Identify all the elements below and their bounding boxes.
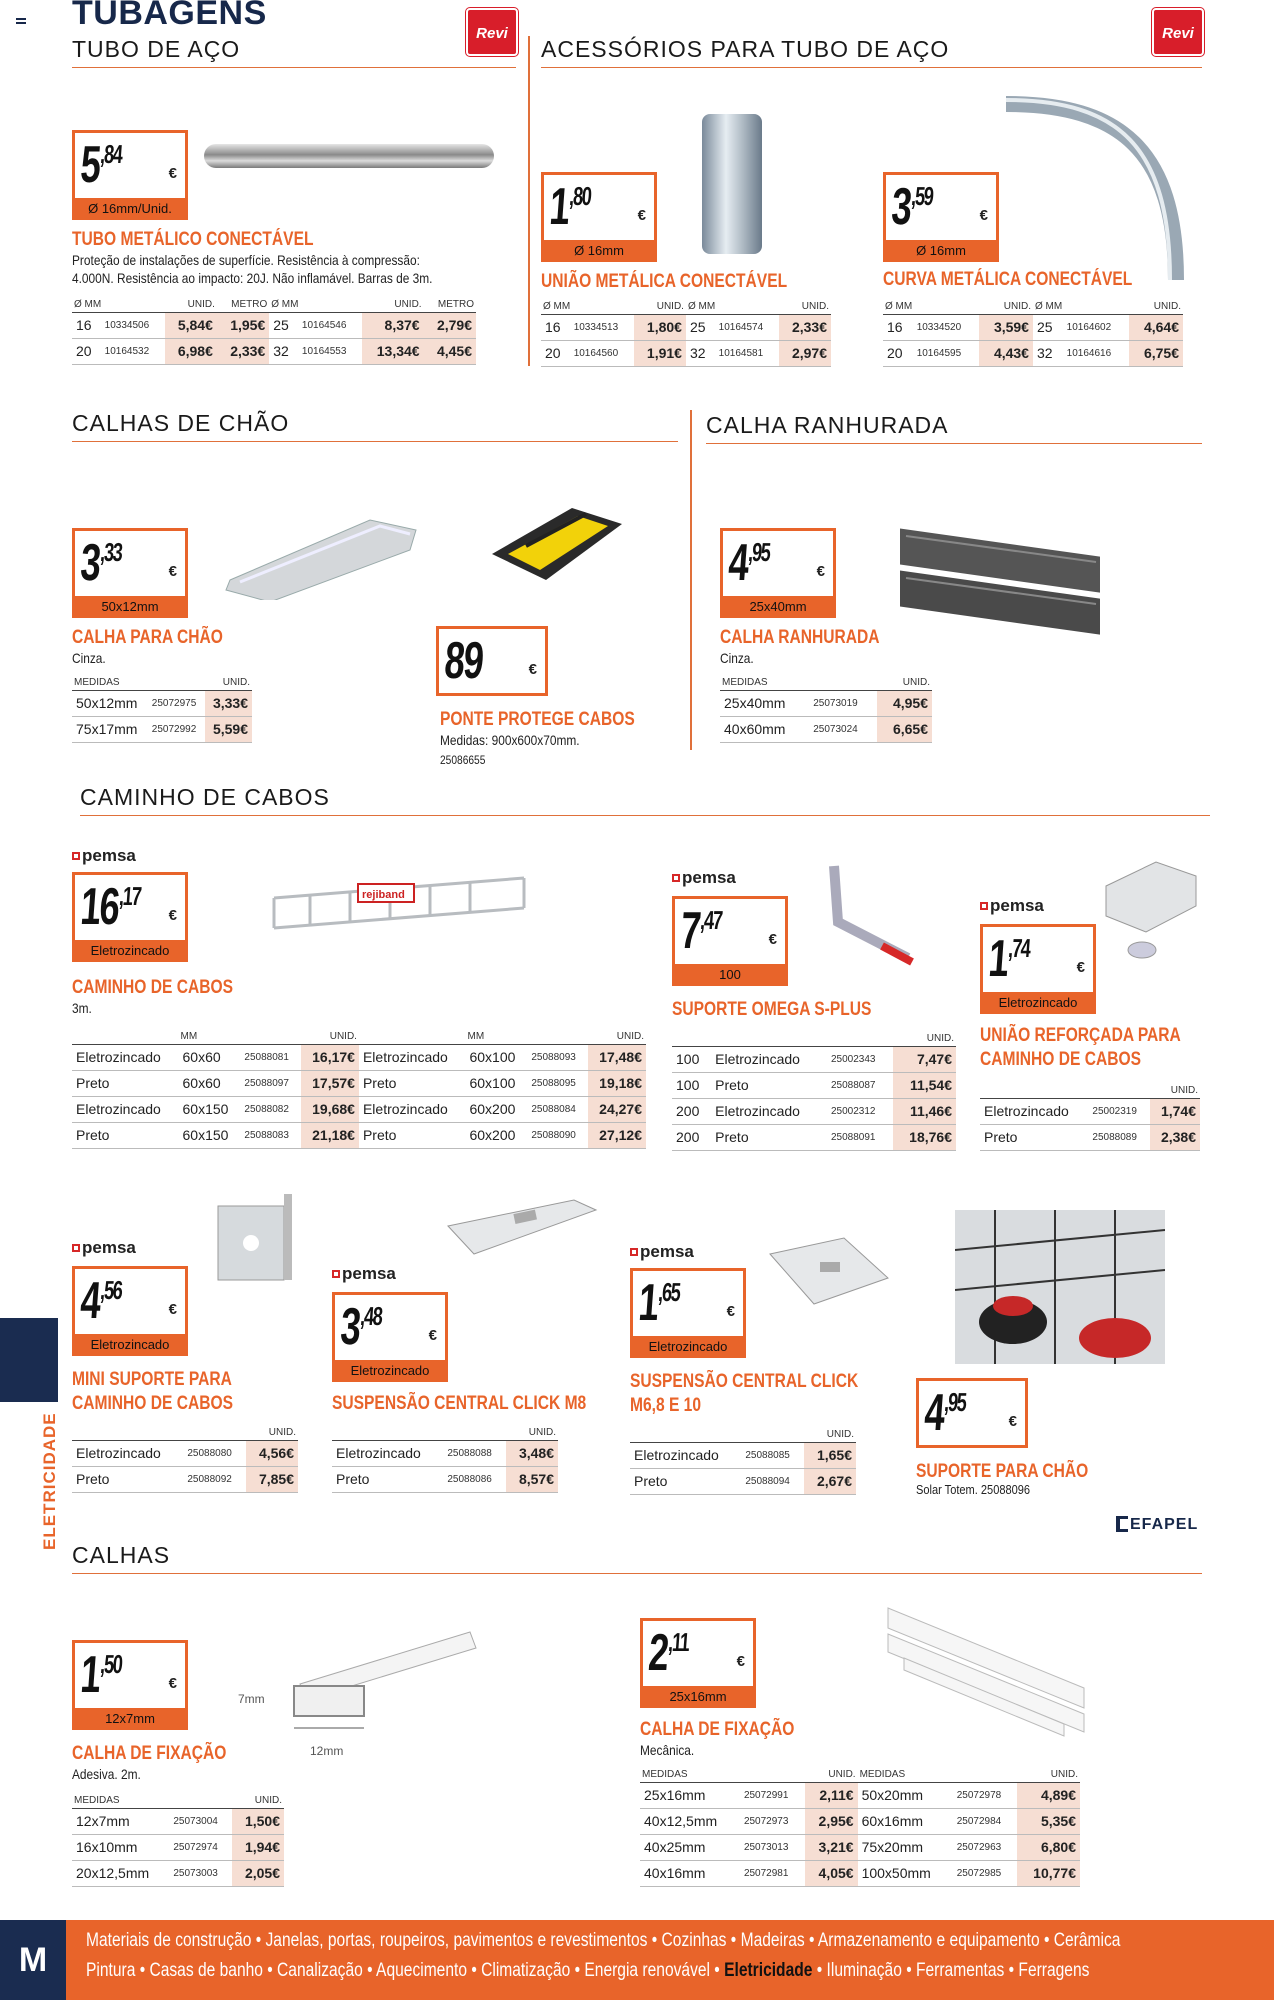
- price-tag-curva: $3^{,59}$ € Ø 16mm: [883, 172, 999, 262]
- table-row: 100 Eletrozincado 25002343 7,47€: [672, 1046, 956, 1072]
- omega-bracket-image: [812, 862, 922, 972]
- price-tag-m8: $3^{,48}$ € Eletrozincado: [332, 1292, 448, 1382]
- product-title-caminho: CAMINHO DE CABOS: [72, 977, 234, 998]
- table-row: Eletrozincado 25002319 1,74€: [980, 1098, 1200, 1124]
- price-tag-calha-fix2: $2^{,11}$ € 25x16mm: [640, 1618, 756, 1708]
- pemsa-logo: pemsa: [630, 1242, 694, 1262]
- table-row: Preto 60x60 25088097 17,57€ Preto 60x100 25088095 19,18€: [72, 1070, 646, 1096]
- footer-logo: M: [0, 1920, 66, 2000]
- table-row: 16 10334506 5,84€ 1,95€ 25 10164546 8,37€ 2,79€: [72, 312, 476, 338]
- cable-protector-image: [486, 504, 626, 584]
- table-row: 25x40mm 25073019 4,95€: [720, 690, 932, 716]
- product-title-m6-1: SUSPENSÃO CENTRAL CLICK: [630, 1371, 859, 1392]
- price-tag-m6: $1^{,65}$ € Eletrozincado: [630, 1268, 746, 1358]
- table-m8: UNID. Eletrozincado 25088088 3,48€ Preto 25088086 8,57€: [332, 1426, 558, 1493]
- pemsa-logo: pemsa: [72, 1238, 136, 1258]
- mini-support-image: [210, 1192, 300, 1292]
- table-tubo: Ø MM UNID. METRO Ø MM UNID. METRO 16 10334506 5,84€ 1,95€ 25 10164546 8,37€ 2,79€ 20 10164532 6,98€ 2,33€ 32 10164553 13,34€ 4,45€: [72, 298, 476, 365]
- table-row: 16x10mm 25072974 1,94€: [72, 1834, 284, 1860]
- price-tag-uniao: $1^{,80}$ € Ø 16mm: [541, 172, 657, 262]
- section-calha-ranhurada: CALHA RANHURADA: [706, 412, 1202, 444]
- slotted-duct-image: [896, 518, 1106, 658]
- table-row: Eletrozincado 25088088 3,48€: [332, 1440, 558, 1466]
- divider: [690, 410, 692, 750]
- adhesive-channel-image: [230, 1624, 480, 1764]
- product-desc-tubo-2: 4.000N. Resistência ao impacto: 20J. Não inflamável. Barras de 3m.: [72, 270, 433, 286]
- price-tag-tubo: $5^{,84}$ € Ø 16mm/Unid.: [72, 130, 188, 220]
- table-row: 40x12,5mm 25072973 2,95€ 60x16mm 25072984 5,35€: [640, 1808, 1080, 1834]
- section-caminho-cabos: CAMINHO DE CABOS: [80, 784, 1210, 816]
- product-desc-calha-chao: Cinza.: [72, 650, 106, 666]
- table-row: Preto 60x150 25088083 21,18€ Preto 60x200 25088090 27,12€: [72, 1122, 646, 1148]
- pemsa-logo: pemsa: [672, 868, 736, 888]
- table-row: 200 Eletrozincado 25002312 11,46€: [672, 1098, 956, 1124]
- efapel-icon: [1116, 1516, 1128, 1532]
- table-row: Preto 25088092 7,85€: [72, 1466, 298, 1492]
- product-desc-suporte-chao: Solar Totem. 25088096: [916, 1482, 1031, 1497]
- table-row: 25x16mm 25072991 2,11€ 50x20mm 25072978 4,89€: [640, 1782, 1080, 1808]
- table-row: 20 10164532 6,98€ 2,33€ 32 10164553 13,34€ 4,45€: [72, 338, 476, 364]
- page-title: TUBAGENS: [72, 0, 267, 32]
- table-row: Eletrozincado 25088080 4,56€: [72, 1440, 298, 1466]
- product-title-m6-2: M6,8 E 10: [630, 1395, 702, 1416]
- tube-image: [204, 144, 494, 168]
- table-uniao: Ø MM UNID. Ø MM UNID. 16 10334513 1,80€ 25 10164574 2,33€ 20 10164560 1,91€ 32 10164581 2,97€: [541, 300, 831, 367]
- table-caminho: MM UNID. MM UNID. Eletrozincado 60x60 25088081 16,17€ Eletrozincado 60x100 25088093 17,48€ Preto 60x60 25088097 17,57€ Preto 60x100 25088095 19,18€ Eletrozincado 60x150 25088082 19,68€ Eletrozincado 60x200 25088084 24,27€ Preto 60x150 25088083 21,18€ Preto 60x200 25088090 27,12€: [72, 1030, 646, 1149]
- revi-logo: Revi: [466, 8, 518, 56]
- table-row: Preto 25088086 8,57€: [332, 1466, 558, 1492]
- table-omega: UNID. 100 Eletrozincado 25002343 7,47€ 100 Preto 25088087 11,54€ 200 Eletrozincado 25002312 11,46€ 200 Preto 25088091 18,76€: [672, 1032, 956, 1151]
- product-title-ponte: PONTE PROTEGE CABOS: [440, 709, 635, 730]
- table-row: 200 Preto 25088091 18,76€: [672, 1124, 956, 1150]
- efapel-logo: EFAPEL: [1116, 1516, 1198, 1534]
- product-code-ponte: 25086655: [440, 753, 486, 767]
- product-desc-calha-fix1: Adesiva. 2m.: [72, 1766, 141, 1782]
- suspension-m6-image: [764, 1234, 894, 1310]
- section-tubo-aco: TUBO DE AÇO: [72, 36, 516, 68]
- price-tag-uniao-ref: $1^{,74}$ € Eletrozincado: [980, 924, 1096, 1014]
- table-row: 100 Preto 25088087 11,54€: [672, 1072, 956, 1098]
- table-calha-fix1: MEDIDAS UNID. 12x7mm 25073004 1,50€ 16x10mm 25072974 1,94€ 20x12,5mm 25073003 2,05€: [72, 1794, 284, 1887]
- footer-bar: [0, 1920, 1274, 2000]
- product-title-uniao: UNIÃO METÁLICA CONECTÁVEL: [541, 271, 788, 292]
- table-mini: UNID. Eletrozincado 25088080 4,56€ Preto 25088092 7,85€: [72, 1426, 298, 1493]
- table-row: 40x60mm 25073024 6,65€: [720, 716, 932, 742]
- table-row: 40x25mm 25073013 3,21€ 75x20mm 25072963 6,80€: [640, 1834, 1080, 1860]
- dimension-label: 12mm: [310, 1744, 344, 1758]
- table-row: Eletrozincado 25088085 1,65€: [630, 1442, 856, 1468]
- side-tab: [0, 1318, 58, 1402]
- product-title-calha-fix1: CALHA DE FIXAÇÃO: [72, 1743, 227, 1764]
- product-title-uniao-ref-1: UNIÃO REFORÇADA PARA: [980, 1025, 1181, 1046]
- price-tag-calha-fix1: $1^{,50}$ € 12x7mm: [72, 1640, 188, 1730]
- product-title-suporte-chao: SUPORTE PARA CHÃO: [916, 1461, 1089, 1482]
- table-row: 16 10334513 1,80€ 25 10164574 2,33€: [541, 314, 831, 340]
- svg-text:rejiband: rejiband: [362, 889, 405, 901]
- product-title-m8: SUSPENSÃO CENTRAL CLICK M8: [332, 1393, 587, 1414]
- table-row: Eletrozincado 60x60 25088081 16,17€ Eletrozincado 60x100 25088093 17,48€: [72, 1044, 646, 1070]
- mechanical-channel-image: [884, 1598, 1098, 1738]
- table-row: 16 10334520 3,59€ 25 10164602 4,64€: [883, 314, 1183, 340]
- page-mark: [16, 18, 26, 24]
- table-calha-fix2: MEDIDAS UNID. MEDIDAS UNID. 25x16mm 25072991 2,11€ 50x20mm 25072978 4,89€ 40x12,5mm 25072973 2,95€ 60x16mm 25072984 5,35€ 40x25mm 25073013 3,21€ 75x20mm 25072963 6,80€ 40x16mm 25072981 4,05€ 100x50mm 25072985 10,77€: [640, 1768, 1080, 1887]
- product-desc-calha-fix2: Mecânica.: [640, 1742, 695, 1758]
- table-calha-chao: MEDIDAS UNID. 50x12mm 25072975 3,33€ 75x17mm 25072992 5,59€: [72, 676, 252, 743]
- pemsa-logo: pemsa: [72, 846, 136, 866]
- bend-image: [1000, 90, 1190, 290]
- table-m6: UNID. Eletrozincado 25088085 1,65€ Preto 25088094 2,67€: [630, 1428, 856, 1495]
- table-row: 50x12mm 25072975 3,33€: [72, 690, 252, 716]
- pemsa-logo: pemsa: [980, 896, 1044, 916]
- price-tag-omega: $7^{,47}$ € 100: [672, 896, 788, 986]
- price-tag-mini: $4^{,56}$ € Eletrozincado: [72, 1266, 188, 1356]
- dimension-label: 7mm: [238, 1692, 265, 1706]
- price-tag-ranhurada: $4^{,95}$ € 25x40mm: [720, 528, 836, 618]
- product-title-mini-1: MINI SUPORTE PARA: [72, 1369, 232, 1390]
- product-title-calha-fix2: CALHA DE FIXAÇÃO: [640, 1719, 795, 1740]
- side-tab-label: ELETRICIDADE: [40, 1412, 59, 1550]
- pemsa-logo: pemsa: [332, 1264, 396, 1284]
- section-acessorios: ACESSÓRIOS PARA TUBO DE AÇO: [541, 36, 1202, 68]
- table-row: 20 10164595 4,43€ 32 10164616 6,75€: [883, 340, 1183, 366]
- product-title-ranhurada: CALHA RANHURADA: [720, 627, 880, 648]
- table-row: 40x16mm 25072981 4,05€ 100x50mm 25072985 10,77€: [640, 1860, 1080, 1886]
- divider: [528, 36, 530, 366]
- revi-logo-2: Revi: [1152, 8, 1204, 56]
- table-row: 12x7mm 25073004 1,50€: [72, 1808, 284, 1834]
- table-uniao-ref: UNID. Eletrozincado 25002319 1,74€ Preto 25088089 2,38€: [980, 1084, 1200, 1151]
- table-row: Preto 25088089 2,38€: [980, 1124, 1200, 1150]
- table-row: 20 10164560 1,91€ 32 10164581 2,97€: [541, 340, 831, 366]
- table-row: Eletrozincado 60x150 25088082 19,68€ Eletrozincado 60x200 25088084 24,27€: [72, 1096, 646, 1122]
- cable-tray-image: [270, 868, 530, 958]
- table-ranhurada: MEDIDAS UNID. 25x40mm 25073019 4,95€ 40x60mm 25073024 6,65€: [720, 676, 932, 743]
- coupling-image: [702, 114, 762, 254]
- product-title-uniao-ref-2: CAMINHO DE CABOS: [980, 1049, 1142, 1070]
- product-desc-caminho: 3m.: [72, 1000, 92, 1016]
- price-tag-calha-chao: $3^{,33}$ € 50x12mm: [72, 528, 188, 618]
- product-desc-ranhurada: Cinza.: [720, 650, 754, 666]
- product-desc-tubo-1: Proteção de instalações de superfície. Resistência à compressão:: [72, 252, 420, 268]
- product-desc-ponte: Medidas: 900x600x70mm.: [440, 732, 580, 748]
- product-title-curva: CURVA METÁLICA CONECTÁVEL: [883, 269, 1133, 290]
- footer-categories-1[interactable]: Materiais de construção • Janelas, portas, roupeiros, pavimentos e revestimentos • Cozinhas • Madeiras • Armazenamento e equipamento • Cerâmica: [86, 1930, 1121, 1951]
- floor-support-image: [955, 1210, 1165, 1364]
- product-title-tubo: TUBO METÁLICO CONECTÁVEL: [72, 229, 314, 250]
- suspension-m8-image: [444, 1196, 600, 1266]
- product-title-calha-chao: CALHA PARA CHÃO: [72, 627, 223, 648]
- section-calhas-chao: CALHAS DE CHÃO: [72, 410, 678, 442]
- product-title-omega: SUPORTE OMEGA S-PLUS: [672, 999, 872, 1020]
- price-tag-suporte-chao: $4^{,95}$ €: [916, 1378, 1028, 1448]
- table-row: 75x17mm 25072992 5,59€: [72, 716, 252, 742]
- floor-channel-image: [210, 510, 420, 600]
- reinforced-union-image: [1096, 856, 1206, 966]
- product-title-mini-2: CAMINHO DE CABOS: [72, 1393, 234, 1414]
- section-calhas: CALHAS: [72, 1542, 1202, 1574]
- price-tag-caminho: $16^{,17}$ € Eletrozincado: [72, 872, 188, 962]
- table-row: Preto 25088094 2,67€: [630, 1468, 856, 1494]
- footer-current-category[interactable]: Eletricidade: [724, 1960, 813, 1981]
- footer-categories-2[interactable]: Pintura • Casas de banho • Canalização • Aquecimento • Climatização • Energia renovável • Eletricidade • Iluminação • Ferramentas • Ferragens: [86, 1960, 1090, 1981]
- price-tag-ponte: 89 €: [436, 626, 548, 696]
- table-curva: Ø MM UNID. Ø MM UNID. 16 10334520 3,59€ 25 10164602 4,64€ 20 10164595 4,43€ 32 10164616 6,75€: [883, 300, 1183, 367]
- table-row: 20x12,5mm 25073003 2,05€: [72, 1860, 284, 1886]
